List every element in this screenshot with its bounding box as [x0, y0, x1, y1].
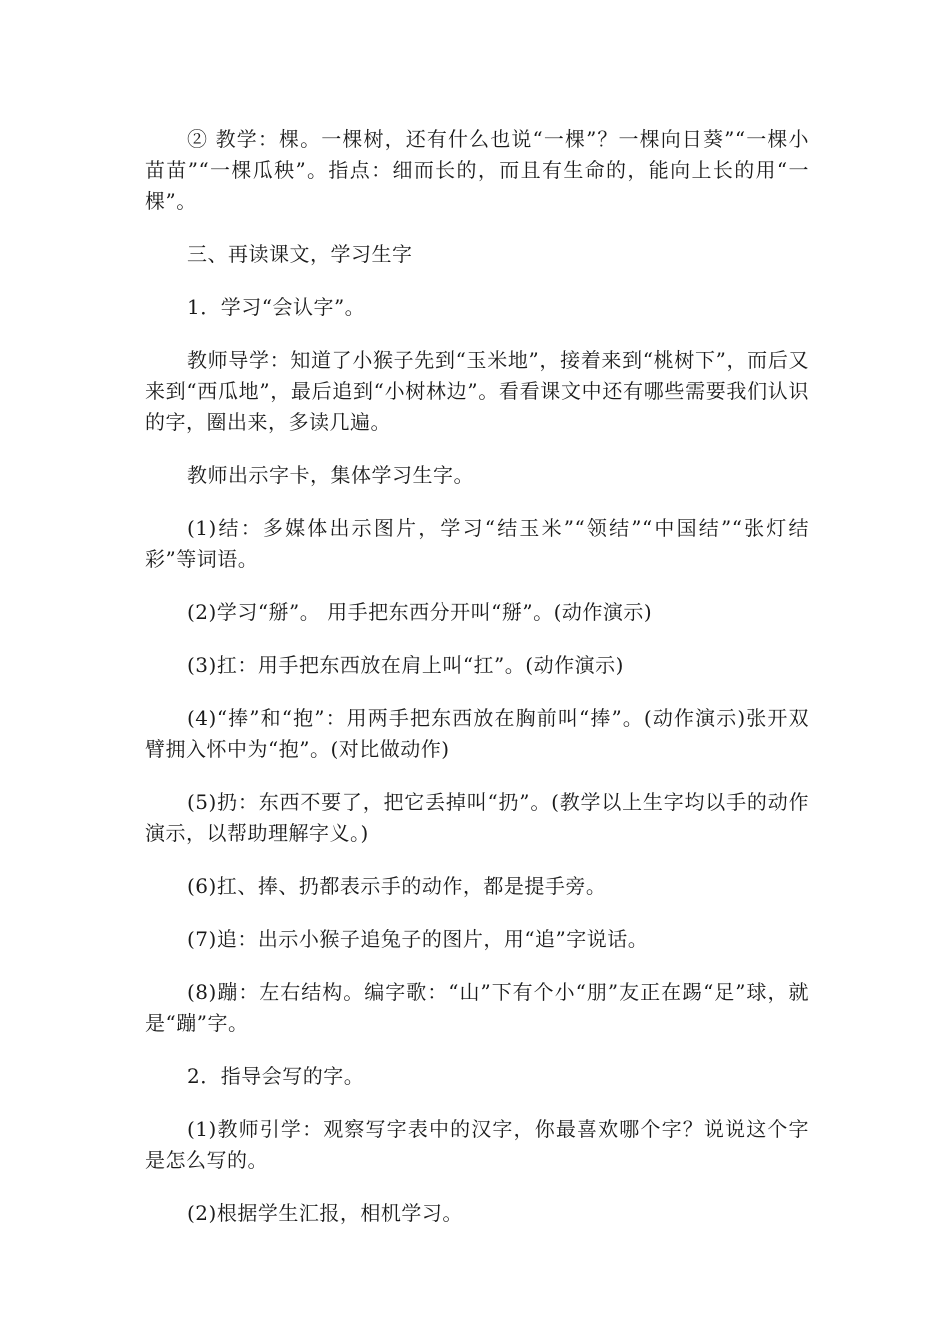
- list-item-3: (3)扛：用手把东西放在肩上叫“扛”。(动作演示): [187, 653, 624, 677]
- writing-item-2: (2)根据学生汇报，相机学习。: [187, 1201, 463, 1225]
- subheading-writing-chars: 2．指导会写的字。: [187, 1064, 365, 1088]
- list-item-1: (1)结：多媒体出示图片，学习“结玉米”“领结”“中国结”“张灯结彩”等词语。: [145, 516, 809, 571]
- paragraph-show-cards: 教师出示字卡，集体学习生字。: [187, 463, 474, 487]
- writing-item-1: (1)教师引学：观察写字表中的汉字，你最喜欢哪个字？说说这个字是怎么写的。: [145, 1117, 809, 1172]
- document-body: [145, 124, 809, 1251]
- list-item-2: (2)学习“掰”。 用手把东西分开叫“掰”。(动作演示): [187, 600, 653, 624]
- list-item-6: (6)扛、捧、扔都表示手的动作，都是提手旁。: [187, 874, 607, 898]
- paragraph-teaching-ke: ② 教学：棵。一棵树，还有什么也说“一棵”？一棵向日葵”“一棵小苗苗”“一棵瓜秧”。指点：细而长的，而且有生命的，能向上长的用“一棵”。: [145, 127, 809, 213]
- list-item-7: (7)追：出示小猴子追兔子的图片，用“追”字说话。: [187, 927, 649, 951]
- subheading-recognize-chars: 1．学习“会认字”。: [187, 295, 366, 319]
- paragraph-teacher-guide: 教师导学：知道了小猴子先到“玉米地”，接着来到“桃树下”，而后又来到“西瓜地”，最后追到“小树林边”。看看课文中还有哪些需要我们认识的字，圈出来，多读几遍。: [145, 348, 809, 434]
- section-heading-reread: 三、再读课文，学习生字: [187, 242, 413, 266]
- list-item-5: (5)扔：东西不要了，把它丢掉叫“扔”。(教学以上生字均以手的动作演示，以帮助理解字义。): [145, 790, 809, 845]
- list-item-8: (8)蹦：左右结构。编字歌：“山”下有个小“朋”友正在踢“足”球，就是“蹦”字。: [145, 980, 809, 1035]
- list-item-4: (4)“捧”和“抱”：用两手把东西放在胸前叫“捧”。(动作演示)张开双臂拥入怀中为“抱”。(对比做动作): [145, 706, 809, 761]
